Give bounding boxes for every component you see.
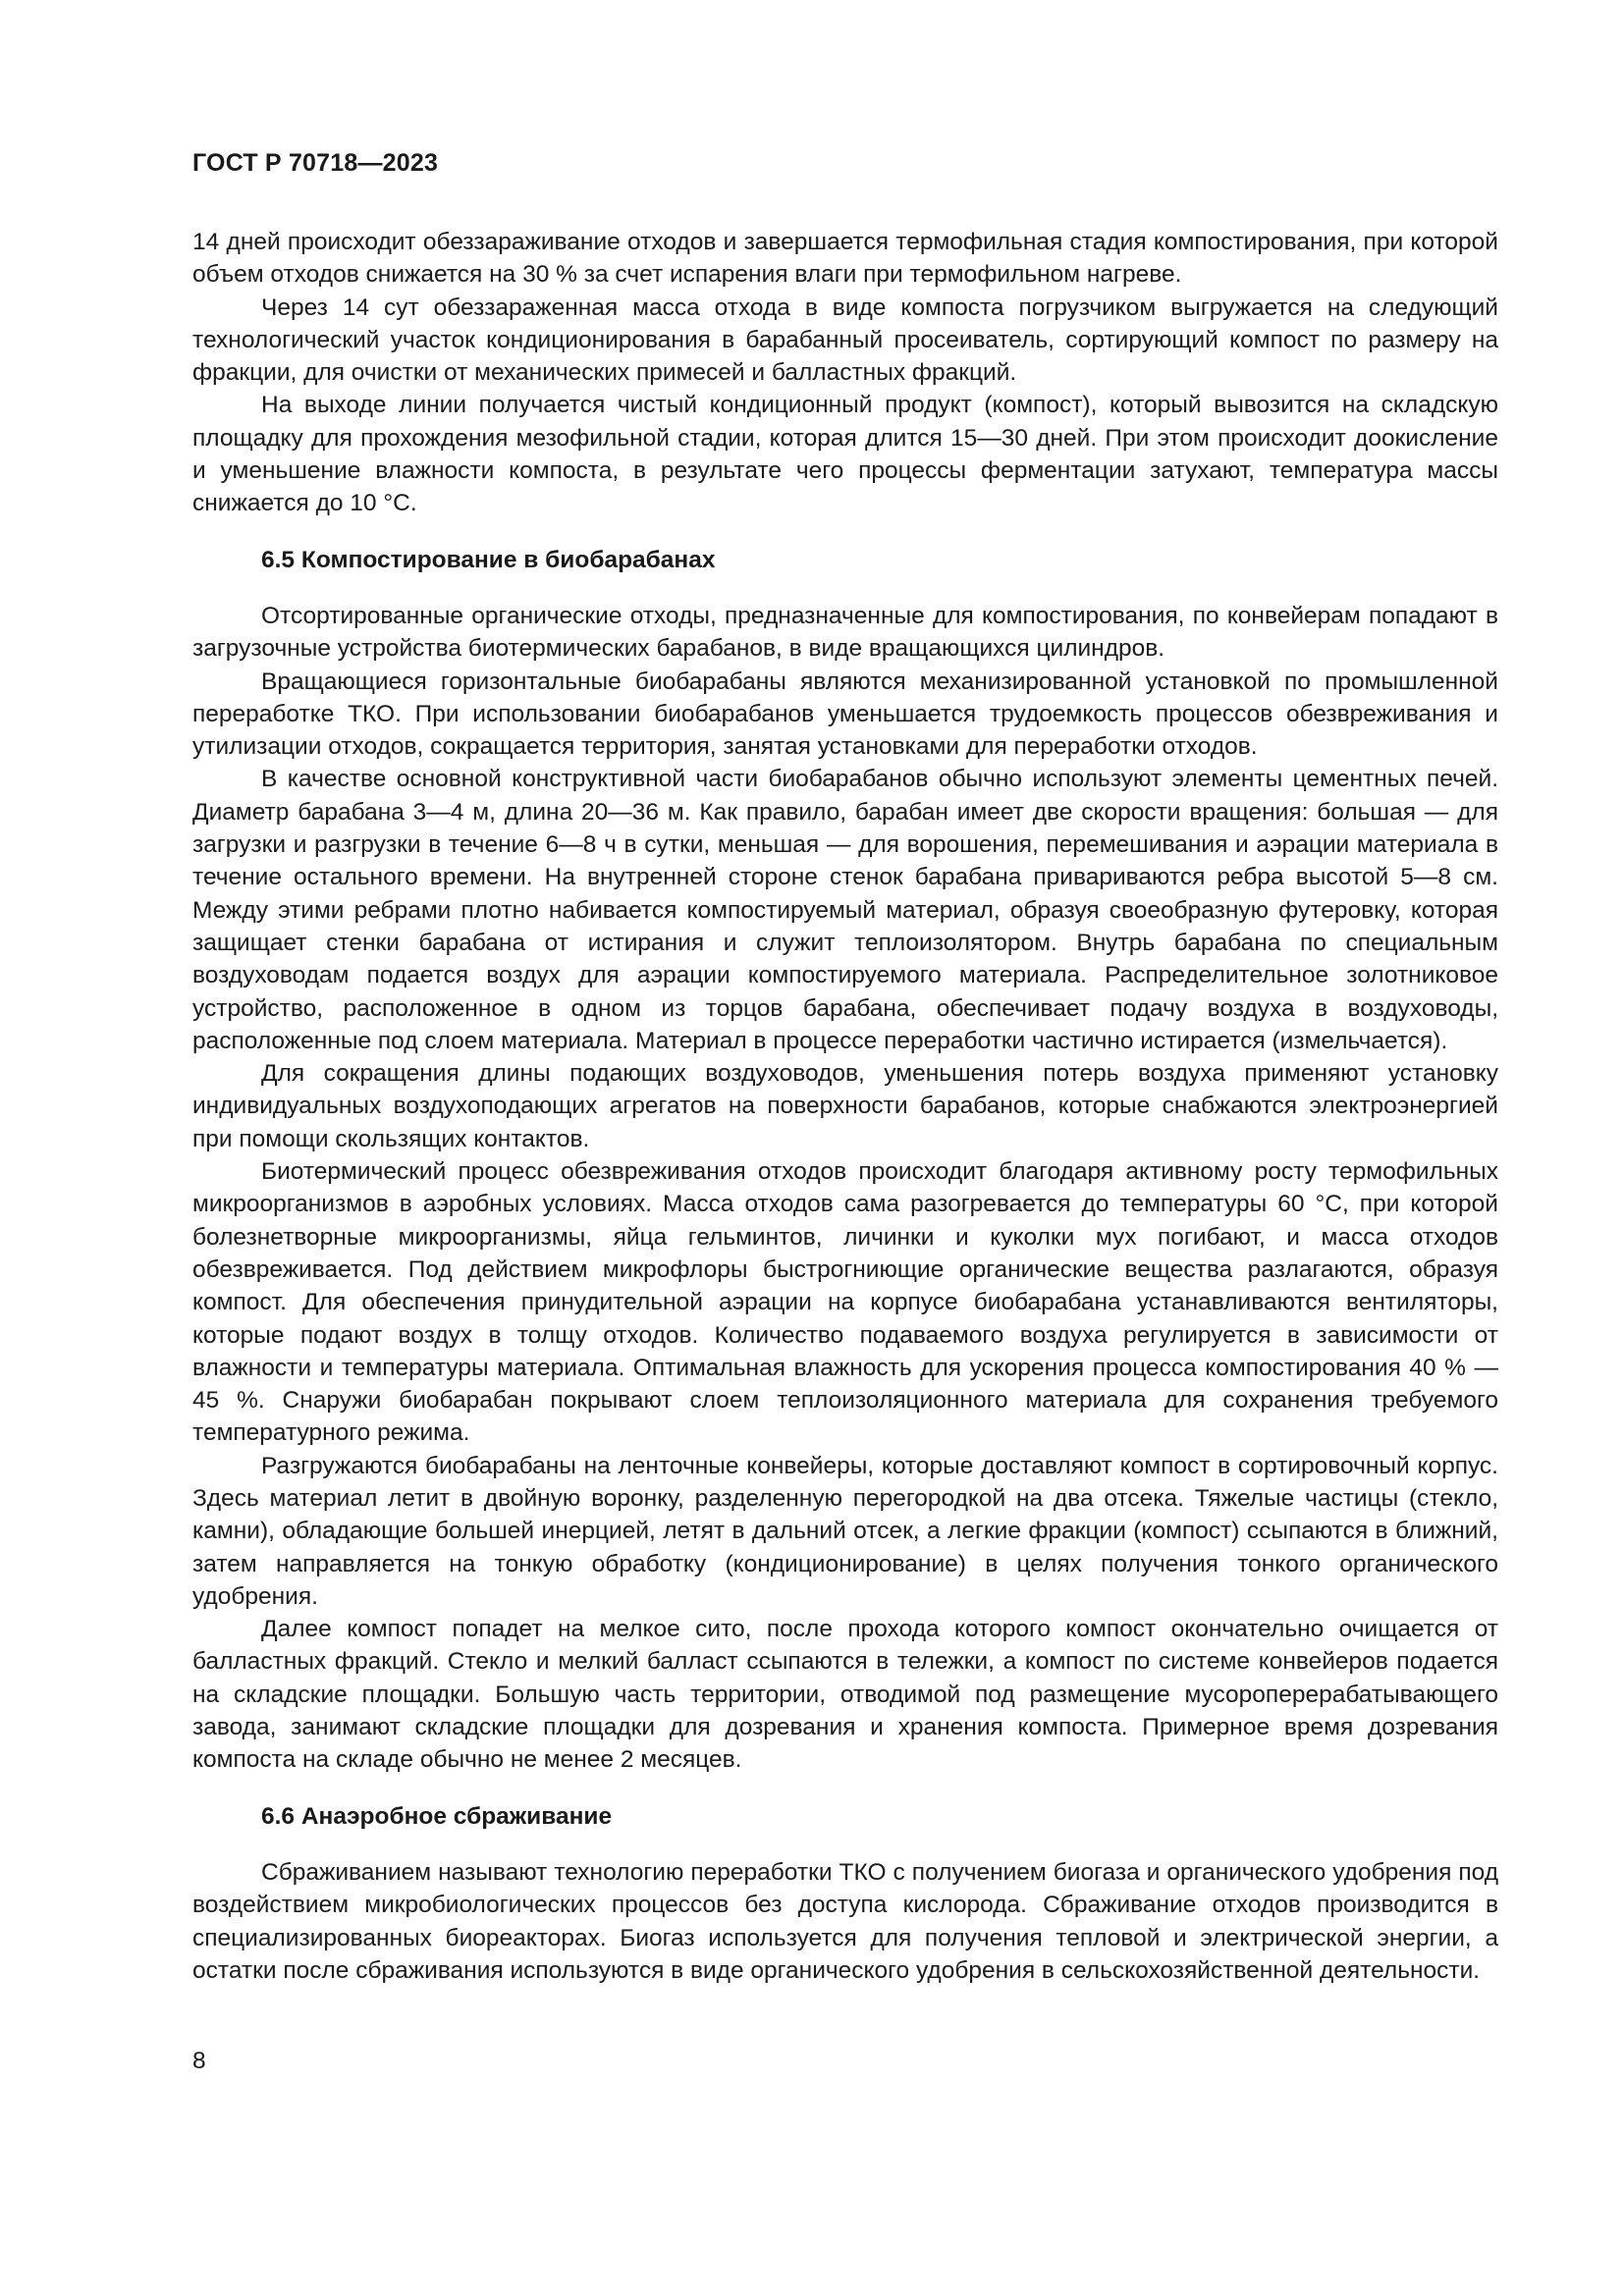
section-6-5-paragraph-6: Разгружаются биобарабаны на ленточные конвейеры, которые доставляют компост в сортировочный корпус. Здесь материал летит в двойную воронку, разделенную перегородкой на два отсека. Тяжелые частицы (стекло, камни), обладающие большей инерцией, летят в дальний отсек, а легкие фракции (компост) ссыпаются в ближний, затем направляется на тонкую обработку (кондиционирование) в целях получения тонкого органического удобрения. [192,1452,1498,1610]
section-6-5-paragraph-4: Для сокращения длины подающих воздуховодов, уменьшения потерь воздуха применяют установку индивидуальных воздухоподающих агрегатов на поверхности барабанов, которые снабжаются электроэнергией при помощи скользящих контактов. [192,1060,1498,1152]
section-heading-6-5: 6.5 Компостирование в биобарабанах [261,546,716,573]
paragraph-intro-1: 14 дней происходит обеззараживание отходов и завершается термофильная стадия компостирования, при которой объем отходов снижается на 30 % за счет испарения влаги при термофильном нагреве. [192,229,1498,289]
section-6-6-paragraph-1: Сбраживанием называют технологию переработки ТКО с получением биогаза и органического удобрения под воздействием микробиологических процессов без доступа кислорода. Сбраживание отходов производится в специализированных биореакторах. Биогаз используется для получения тепловой и электрической энергии, а остатки после сбраживания используются в виде органического удобрения в сельскохозяйственной деятельности. [192,1858,1498,1984]
section-6-5-paragraph-3: В качестве основной конструктивной части биобарабанов обычно используют элементы цементных печей. Диаметр барабана 3—4 м, длина 20—36 м. Как правило, барабан имеет две скорости вращения: большая — для загрузки и разгрузки в течение 6—8 ч в сутки, меньшая — для ворошения, перемешивания и аэрации материала в течение остального времени. На внутренней стороне стенок барабана привариваются ребра высотой 5—8 см. Между этими ребрами плотно набивается компостируемый материал, образуя своеобразную футеровку, которая защищает стенки барабана от истирания и служит теплоизолятором. Внутрь барабана по специальным воздуховодам подается воздух для аэрации компостируемого материала. Распределительное золотниковое устройство, расположенное в одном из торцов барабана, обеспечивает подачу воздуха в воздуховоды, расположенные под слоем материала. Материал в процессе переработки частично истирается (измельчается). [192,766,1498,1054]
section-6-5-paragraph-2: Вращающиеся горизонтальные биобарабаны являются механизированной установкой по промышленной переработке ТКО. При использовании биобарабанов уменьшается трудоемкость процессов обезвреживания и утилизации отходов, сокращается территория, занятая установками для переработки отходов. [192,667,1498,761]
paragraph-intro-2: Через 14 сут обеззараженная масса отхода в виде компоста погрузчиком выгружается на следующий технологический участок кондиционирования в барабанный просеиватель, сортирующий компост по размеру на фракции, для очистки от механических примесей и балластных фракций. [192,294,1498,387]
section-6-5-paragraph-1: Отсортированные органические отходы, предназначенные для компостирования, по конвейерам попадают в загрузочные устройства биотермических барабанов, в виде вращающихся цилиндров. [192,602,1498,663]
section-6-5-paragraph-7: Далее компост попадет на мелкое сито, после прохода которого компост окончательно очищается от балластных фракций. Стекло и мелкий балласт ссыпаются в тележки, а компост по системе конвейеров подается на складские площадки. Большую часть территории, отводимой под размещение мусороперерабатывающего завода, занимают складские площадки для дозревания и хранения компоста. Примерное время дозревания компоста на складе обычно не менее 2 месяцев. [192,1616,1498,1774]
section-heading-6-6: 6.6 Анаэробное сбраживание [261,1802,613,1830]
paragraph-intro-3: На выходе линии получается чистый кондиционный продукт (компост), который вывозится на складскую площадку для прохождения мезофильной стадии, которая длится 15—30 дней. При этом происходит доокисление и уменьшение влажности компоста, в результате чего процессы ферментации затухают, температура массы снижается до 10 °С. [192,392,1498,517]
section-6-5-paragraph-5: Биотермический процесс обезвреживания отходов происходит благодаря активному росту термофильных микроорганизмов в аэробных условиях. Масса отходов сама разогревается до температуры 60 °С, при которой болезнетворные микроорганизмы, яйца гельминтов, личинки и куколки мух погибают, и масса отходов обезвреживается. Под действием микрофлоры быстрогниющие органические вещества разлагаются, образуя компост. Для обеспечения принудительной аэрации на корпусе биобарабана устанавливаются вентиляторы, которые подают воздух в толщу отходов. Количество подаваемого воздуха регулируется в зависимости от влажности и температуры материала. Оптимальная влажность для ускорения процесса компостирования 40 % — 45 %. Снаружи биобарабан покрывают слоем теплоизоляционного материала для сохранения требуемого температурного режима. [192,1158,1498,1447]
document-header: ГОСТ Р 70718—2023 [192,149,439,177]
page-number: 8 [192,2048,206,2074]
document-body [192,226,1498,1987]
